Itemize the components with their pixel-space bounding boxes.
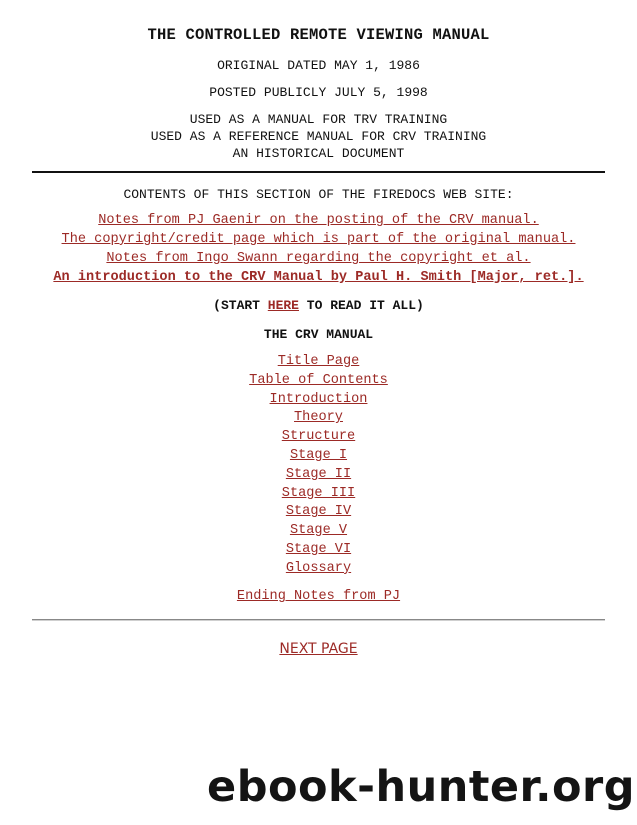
toc-introduction[interactable]: Introduction (269, 391, 368, 407)
next-page-link[interactable]: NEXT PAGE (279, 641, 358, 657)
link-ending-notes-pj[interactable]: Ending Notes from PJ (236, 589, 401, 604)
toc-stage-3[interactable]: Stage III (281, 485, 356, 501)
posted-date: POSTED PUBLICLY JULY 5, 1998 (209, 85, 428, 100)
link-copyright-credit-page[interactable]: The copyright/credit page which is part of the original manual. (61, 231, 576, 247)
header-divider (32, 171, 605, 173)
footer-divider (32, 619, 605, 621)
link-introduction-paul-smith[interactable]: An introduction to the CRV Manual by Paul H. Smith [Major, ret.]. (53, 269, 584, 285)
toc-table-of-contents[interactable]: Table of Contents (249, 372, 388, 388)
contents-heading: CONTENTS OF THIS SECTION OF THE FIREDOCS WEB SITE: (123, 187, 514, 202)
link-notes-pj-gaenir[interactable]: Notes from PJ Gaenir on the posting of the CRV manual. (98, 213, 539, 228)
page-title: THE CONTROLLED REMOTE VIEWING MANUAL (147, 26, 490, 44)
start-here-link[interactable]: HERE (267, 298, 299, 313)
usage-line-2: USED AS A REFERENCE MANUAL FOR CRV TRAINING (150, 129, 487, 144)
toc-glossary[interactable]: Glossary (285, 560, 352, 576)
start-here-line (0, 298, 637, 313)
contents-links (0, 212, 637, 288)
link-notes-ingo-swann[interactable]: Notes from Ingo Swann regarding the copyright et al. (106, 250, 531, 266)
toc-stage-5[interactable]: Stage V (289, 523, 348, 539)
manual-table-of-contents (0, 353, 637, 579)
toc-stage-1[interactable]: Stage I (289, 447, 348, 463)
usage-line-3: AN HISTORICAL DOCUMENT (232, 146, 405, 161)
watermark: ebook-hunter.org (207, 762, 635, 812)
ending-notes (0, 589, 637, 604)
toc-stage-6[interactable]: Stage VI (285, 541, 352, 557)
toc-stage-2[interactable]: Stage II (285, 466, 352, 482)
original-date: ORIGINAL DATED MAY 1, 1986 (217, 58, 420, 73)
toc-stage-4[interactable]: Stage IV (285, 504, 352, 520)
start-prefix: (START (213, 298, 268, 313)
start-suffix: TO READ IT ALL) (299, 298, 424, 313)
next-page-nav (0, 641, 637, 657)
manual-heading: THE CRV MANUAL (263, 327, 374, 342)
toc-title-page[interactable]: Title Page (277, 354, 360, 369)
usage-line-1: USED AS A MANUAL FOR TRV TRAINING (189, 112, 448, 127)
toc-structure[interactable]: Structure (281, 429, 356, 445)
toc-theory[interactable]: Theory (294, 410, 343, 426)
